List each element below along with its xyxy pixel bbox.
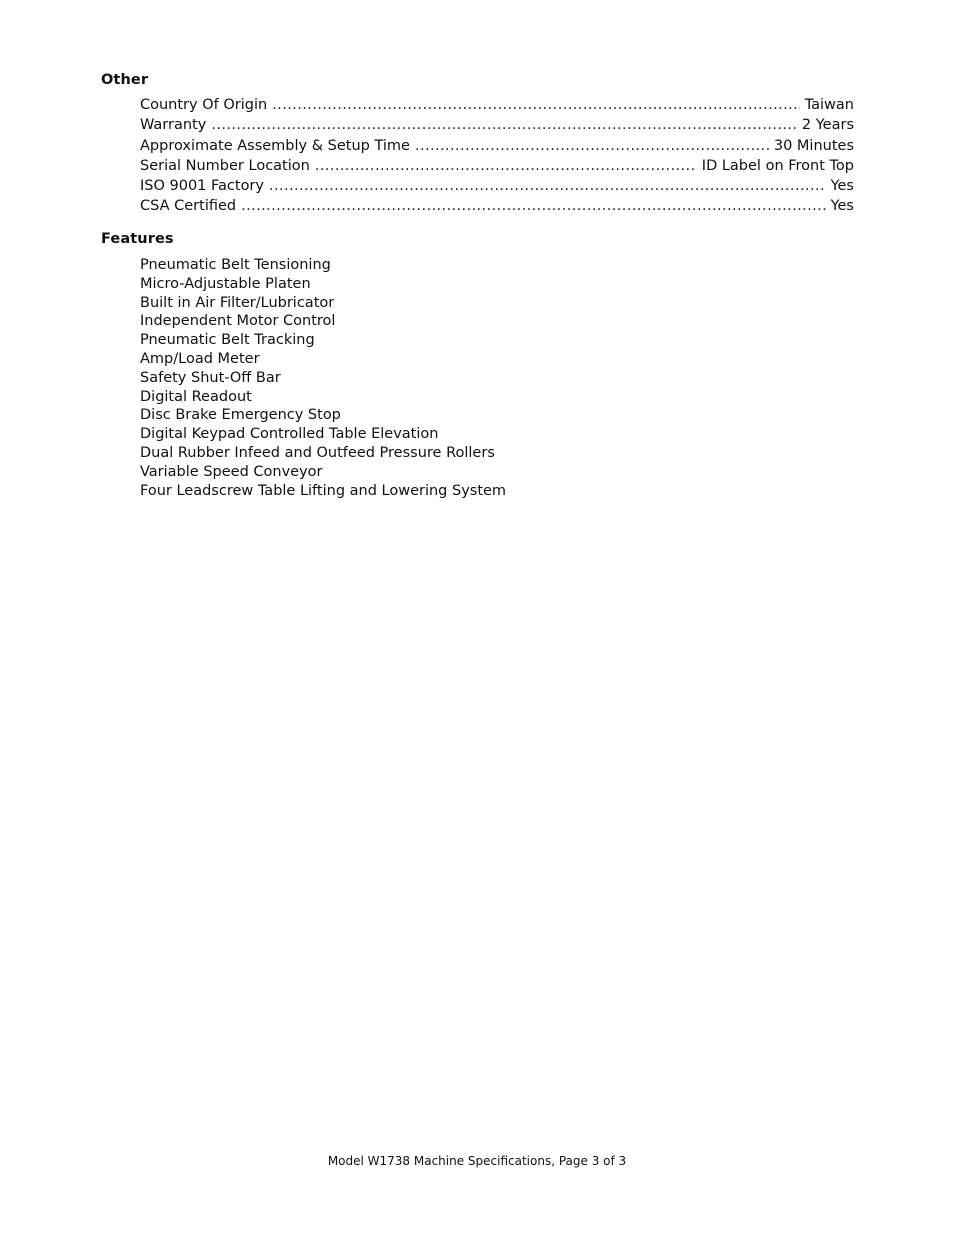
feature-item: Built in Air Filter/Lubricator [140, 294, 335, 311]
spec-value: Yes [830, 178, 854, 195]
feature-item: Amp/Load Meter [140, 350, 260, 367]
page-footer: Model W1738 Machine Specifications, Page 3 of 3 [327, 1154, 627, 1168]
spec-label: ISO 9001 Factory [140, 178, 264, 195]
spec-value: 30 Minutes [773, 137, 854, 154]
other-section-title: Other [101, 72, 149, 88]
spec-row-warranty [140, 117, 854, 137]
spec-row-iso-9001-factory [140, 178, 854, 198]
other-spec-list [140, 97, 854, 219]
dot-leader [415, 138, 769, 154]
feature-item: Pneumatic Belt Tensioning [140, 257, 331, 273]
spec-row-country-of-origin [140, 97, 854, 117]
features-list [140, 256, 506, 500]
feature-item: Digital Keypad Controlled Table Elevation [140, 426, 439, 443]
spec-label: Serial Number Location [140, 157, 310, 174]
feature-item: Independent Motor Control [140, 313, 336, 330]
feature-item: Digital Readout [140, 388, 252, 405]
dot-leader [241, 198, 825, 214]
dot-leader [211, 117, 797, 133]
spec-row-csa-certified [140, 198, 854, 218]
spec-value: Yes [830, 198, 854, 215]
feature-item: Micro-Adjustable Platen [140, 275, 311, 292]
spec-label: Country Of Origin [140, 97, 268, 113]
features-section-title: Features [101, 231, 174, 247]
spec-label: CSA Certified [140, 198, 237, 215]
dot-leader [272, 97, 800, 113]
feature-item: Dual Rubber Infeed and Outfeed Pressure Rollers [140, 444, 495, 461]
spec-label: Approximate Assembly & Setup Time [140, 137, 410, 154]
spec-row-assembly-setup-time [140, 138, 854, 158]
dot-leader [269, 178, 826, 194]
feature-item: Safety Shut-Off Bar [140, 369, 281, 386]
spec-value: 2 Years [801, 117, 854, 134]
dot-leader [315, 158, 697, 174]
spec-value: ID Label on Front Top [701, 157, 854, 174]
feature-item: Pneumatic Belt Tracking [140, 332, 315, 349]
spec-row-serial-number-location [140, 158, 854, 178]
feature-item: Variable Speed Conveyor [140, 463, 323, 480]
feature-item: Disc Brake Emergency Stop [140, 407, 341, 424]
feature-item: Four Leadscrew Table Lifting and Lowering System [140, 482, 507, 499]
spec-value: Taiwan [804, 97, 854, 113]
spec-label: Warranty [140, 117, 207, 134]
